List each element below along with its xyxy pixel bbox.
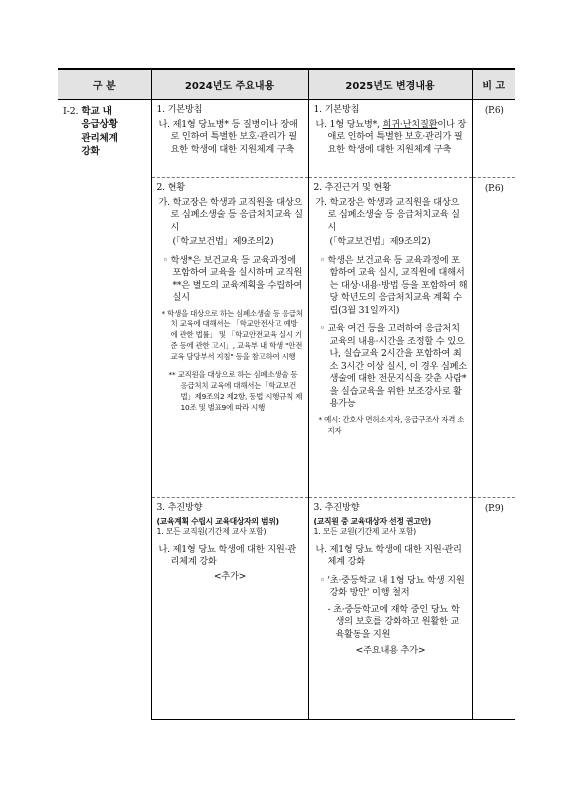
page-ref: (P.6) [472,100,515,178]
comparison-table [58,68,515,720]
item-text-pre: 나. 1형 당뇨병*, [315,118,383,130]
old-content-cell [151,100,308,178]
citation: (「학교보건법」제9조의2) [329,236,431,248]
category-line: 강화 [81,146,100,158]
sub-heading: (교육계획 수립시 교육대상자의 범위) [156,516,279,526]
small-text: 1. 모든 교직원(기간제 교사 포함) [156,527,267,537]
footnote: * 학생을 대상으로 하는 심폐소생술 등 응급처치 교육에 대해서는 「학교안전사고 예방에 관한 법률」 및 「학교안전교육 실시 기준 등에 관한 고시」, 교육부 내 학생 "안전교육 담당부서 지침" 등을 참고하여 시행 [161,308,303,361]
small-text: 1. 모든 교원(기간제 교사 포함) [313,527,416,537]
old-content-cell [151,178,308,498]
header-2025: 2025년도 변경내용 [308,69,472,100]
header-note: 비 고 [472,69,515,100]
new-content-cell [308,498,472,720]
footnote: * 예시: 간호사 면허소지자, 응급구조사 자격 소지자 [318,414,465,435]
header-row [58,69,515,100]
category-line: 관리체계 [81,132,118,144]
new-content-cell [308,100,472,178]
item-text: 나. 제1형 당뇨 학생에 대한 지원·관리체계 강화 [315,543,462,568]
citation: (「학교보건법」제9조의2) [172,236,274,248]
dash-item: - 초·중등학교에 재학 중인 당뇨 학생의 보호를 강화하고 원활한 교육활동을 지원 [327,603,460,640]
item-text: 나. 제1형 당뇨병* 등 질병이나 장애로 인하여 특별한 보호·관리가 필요한 학생에 대한 지원체계 구축 [158,118,298,155]
category-number: Ⅰ-2. [63,106,79,117]
sub-heading: (교직원 중 교육대상자 선정 권고안) [313,516,431,526]
section-title: 2. 추진근거 및 현황 [313,182,391,193]
footnote: ** 교직원을 대상으로 하는 심폐소생술 등 응급처치 교육에 대해서는「학교보건법」제9조의2 제2항, 동법 시행규칙 제10조 및 별표9에 따라 시행 [168,370,303,412]
item-text: 가. 학교장은 학생과 교직원을 대상으로 심폐소생술 등 응급처치교육 실시 [158,196,303,233]
section-title: 1. 기본방침 [156,104,203,115]
header-2024: 2024년도 주요내용 [151,69,308,100]
addition-mark: <추가> [213,570,247,582]
new-content-cell [308,178,472,498]
section-title: 3. 추진방향 [156,502,203,513]
bullet-text: ◦ 학생*은 보건교육 등 교육과정에 포함하여 교육을 실시하며 교직원**은 별도의 교육계획을 수립하여 실시 [162,254,303,304]
item-text [314,119,468,157]
page-ref: (P.9) [472,498,515,720]
section-title: 3. 추진방향 [313,502,360,513]
addition-mark: <주요내용 추가> [355,645,426,657]
table-row [58,100,515,178]
old-content-cell [151,498,308,720]
category-cell [58,100,151,720]
bullet-text: ◦ 교육 여건 등을 고려하여 응급처치 교육의 내용·시간을 조정할 수 있으나, 실습교육 2시간을 포함하여 최소 3시간 이상 실시, 이 경우 심폐소생술에 대한 전문지식을 갖춘 사람*을 실습교육을 위한 보조강사로 활용가능 [319,323,467,410]
header-category: 구 분 [58,69,151,100]
item-text-post: 이나 장애로 인하여 특별한 보호·관리가 필요한 학생에 대한 지원체계 구축 [327,118,467,155]
item-text: 나. 제1형 당뇨 학생에 대한 지원·관리체계 강화 [158,543,296,568]
section-title: 2. 현황 [156,182,185,193]
category-line: 응급상황 [81,119,118,131]
underlined-text: 희귀·난치질환 [382,118,438,130]
section-title: 1. 기본방침 [313,104,360,115]
page-ref: (P.6) [472,178,515,498]
category-line: 학교 내 [81,106,112,117]
bullet-text: ◦ '초·중등학교 내 1형 당뇨 학생 지원 강화 방안' 이행 철저 [319,574,465,599]
item-text: 가. 학교장은 학생과 교직원을 대상으로 심폐소생술 등 응급처치교육 실시 [315,196,460,233]
bullet-text: ◦ 학생은 보건교육 등 교육과정에 포함하여 교육 실시, 교직원에 대해서는 대상·내용·방법 등을 포함하여 해당 학년도의 응급처치교육 계획 수립(3월 31일까지) [319,254,468,316]
